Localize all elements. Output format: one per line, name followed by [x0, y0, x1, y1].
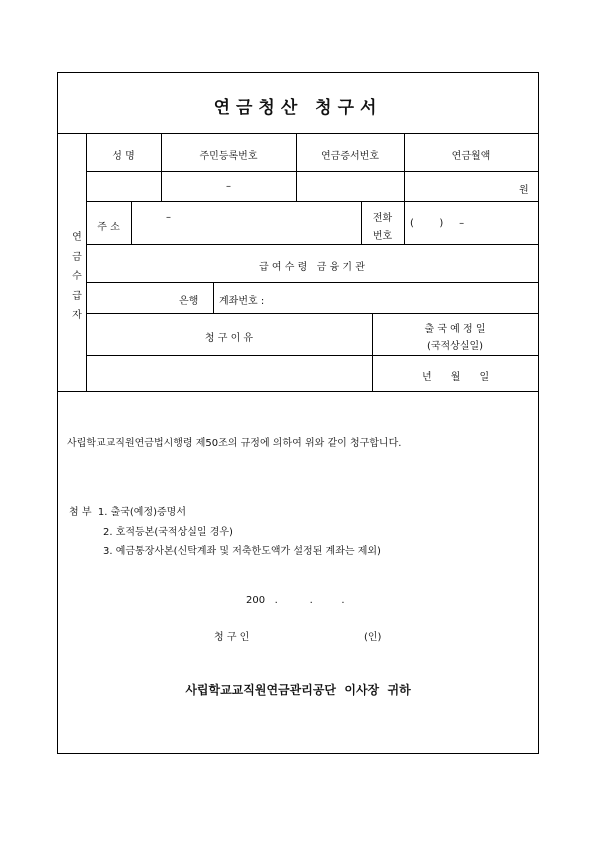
account-label: 계좌번호 :	[219, 296, 265, 307]
divider	[86, 244, 538, 245]
divider	[131, 201, 132, 244]
divider	[86, 282, 538, 283]
won-unit: 원	[519, 185, 529, 196]
resident-no-dash: –	[226, 181, 231, 192]
side-char: 금	[72, 251, 82, 263]
divider	[296, 133, 297, 201]
address-dash: –	[166, 212, 171, 223]
header-resident-no: 주민등록번호	[199, 151, 258, 162]
side-char: 자	[72, 310, 82, 321]
claim-reason-label: 청 구 이 유	[204, 333, 254, 344]
attachment-3: 3. 예금통장사본(신탁계좌 및 저축한도액가 설정된 계좌는 제외)	[103, 546, 381, 557]
divider	[86, 171, 538, 172]
phone-value: ( ) –	[410, 218, 465, 229]
departure-date: 년 월 일	[422, 372, 490, 383]
divider	[404, 133, 405, 201]
claim-date: 200 . . .	[246, 595, 345, 606]
divider	[404, 201, 405, 244]
divider	[86, 201, 538, 202]
attachment-1: 첨 부 1. 출국(예정)증명서	[69, 507, 186, 518]
claimant-label: 청 구 인	[214, 632, 250, 643]
phone-label-2: 번호	[372, 231, 393, 242]
divider	[213, 282, 214, 313]
phone-label-1: 전화	[372, 213, 393, 224]
bank-section-title: 급 여 수 령 금 융 기 관	[259, 262, 365, 273]
departure-sub: (국적상실일)	[426, 341, 484, 352]
divider	[86, 313, 538, 314]
divider	[58, 391, 538, 392]
attachment-2: 2. 호적등본(국적상실일 경우)	[103, 527, 233, 538]
claim-form	[57, 72, 539, 754]
divider	[86, 355, 538, 356]
form-title: 연금청산 청구서	[213, 98, 383, 118]
seal-mark: (인)	[364, 632, 382, 643]
addressee: 사립학교교직원연금관리공단 이사장 귀하	[185, 683, 411, 697]
address-label: 주 소	[97, 222, 120, 233]
header-name: 성 명	[112, 151, 135, 162]
side-char: 수	[72, 271, 82, 282]
bank-label: 은행	[179, 296, 199, 307]
side-char: 연	[72, 232, 82, 243]
divider	[58, 133, 538, 134]
header-monthly-amount: 연금월액	[451, 151, 491, 162]
departure-label: 출 국 예 정 일	[424, 324, 486, 335]
statement: 사립학교교직원연금법시행령 제50조의 규정에 의하여 위와 같이 청구합니다.	[67, 438, 402, 449]
header-pension-cert-no: 연금증서번호	[321, 151, 379, 162]
side-char: 급	[72, 290, 82, 302]
side-label	[70, 228, 84, 326]
